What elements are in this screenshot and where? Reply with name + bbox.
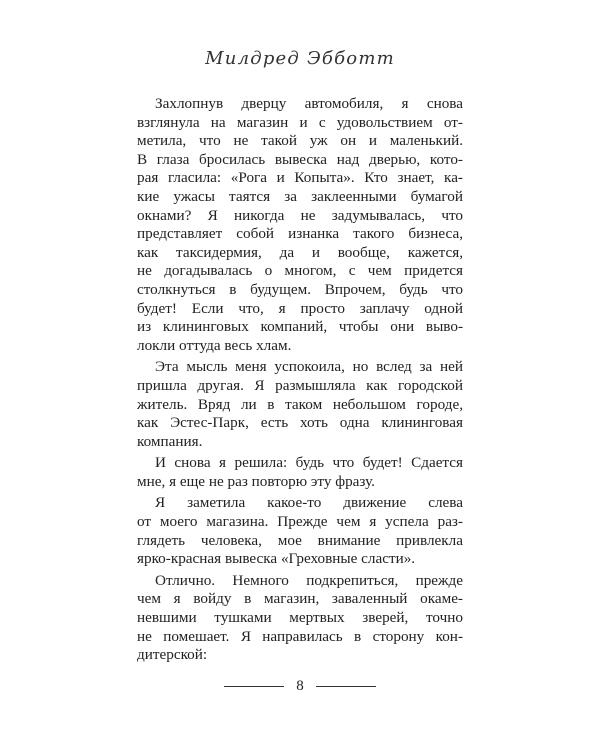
paragraph-5: [137, 572, 463, 665]
text-line: ярко-красная вывеска «Греховные сласти».: [137, 550, 416, 568]
paragraph-2: [137, 358, 463, 451]
text-line: локли оттуда весь хлам.: [137, 336, 292, 354]
text-line: дитерской:: [137, 646, 208, 664]
text-line: И снова я решила: будь что будет! Сдается: [155, 454, 463, 472]
text-line: Захлопнув дверцу автомобиля, я снова: [155, 95, 463, 112]
text-line: метила, что не такой уж он и маленький.: [137, 132, 463, 150]
text-line: столкнуться в будущем. Впрочем, будь что: [137, 280, 463, 298]
text-line: не догадывалась о многом, с чем придется: [137, 262, 463, 280]
text-line: невшими тушками мертвых зверей, точно: [137, 609, 463, 627]
text-line: не помешает. Я направилась в сторону кон-: [137, 627, 463, 645]
body-text: [137, 95, 463, 668]
paragraph-4: [137, 494, 463, 568]
text-line: кие ужасы таятся за заклеенными бумагой: [137, 187, 463, 205]
text-line: житель. Вряд ли в таком небольшом городе,: [137, 395, 463, 413]
text-line: взглянула на магазин и с удовольствием от-: [137, 113, 463, 131]
text-line: Эта мысль меня успокоила, но вслед за ней: [155, 358, 463, 376]
text-line: из клининговых компаний, чтобы они выво-: [137, 318, 463, 336]
text-line: окнами? Я никогда не задумывалась, что: [137, 206, 463, 224]
page-number: 8: [296, 678, 304, 694]
text-line: от моего магазина. Прежде чем я успела раз-: [137, 513, 463, 531]
text-line: как Эстес-Парк, есть хоть одна клининговая: [137, 414, 463, 432]
paragraph-1: [137, 95, 463, 355]
text-line: представляет собой изнанка такого бизнеса,: [137, 225, 463, 243]
paragraph-3: [137, 454, 463, 491]
text-line: компания.: [137, 432, 203, 450]
footer-rule-left: [224, 686, 284, 687]
text-line: будет! Если что, я просто заплачу одной: [137, 299, 463, 317]
text-line: В глаза бросилась вывеска над дверью, кото-: [137, 150, 463, 168]
text-line: пришла другая. Я размышляла как городской: [137, 376, 463, 394]
text-line: мне, я еще не раз повторю эту фразу.: [137, 472, 375, 490]
page-footer: [0, 678, 600, 695]
text-line: как таксидермия, да и вообще, кажется,: [137, 243, 463, 261]
running-head-author: Милдред Эбботт: [205, 48, 395, 69]
text-line: рая гласила: «Рога и Копыта». Кто знает, ка-: [137, 169, 463, 187]
text-line: Отлично. Немного подкрепиться, прежде: [155, 571, 463, 589]
text-line: чем я войду в магазин, заваленный окаме-: [137, 590, 463, 608]
text-line: глядеть человека, мое внимание привлекла: [137, 531, 463, 549]
footer-rule-right: [316, 686, 376, 687]
text-line: Я заметила какое-то движение слева: [155, 494, 463, 512]
